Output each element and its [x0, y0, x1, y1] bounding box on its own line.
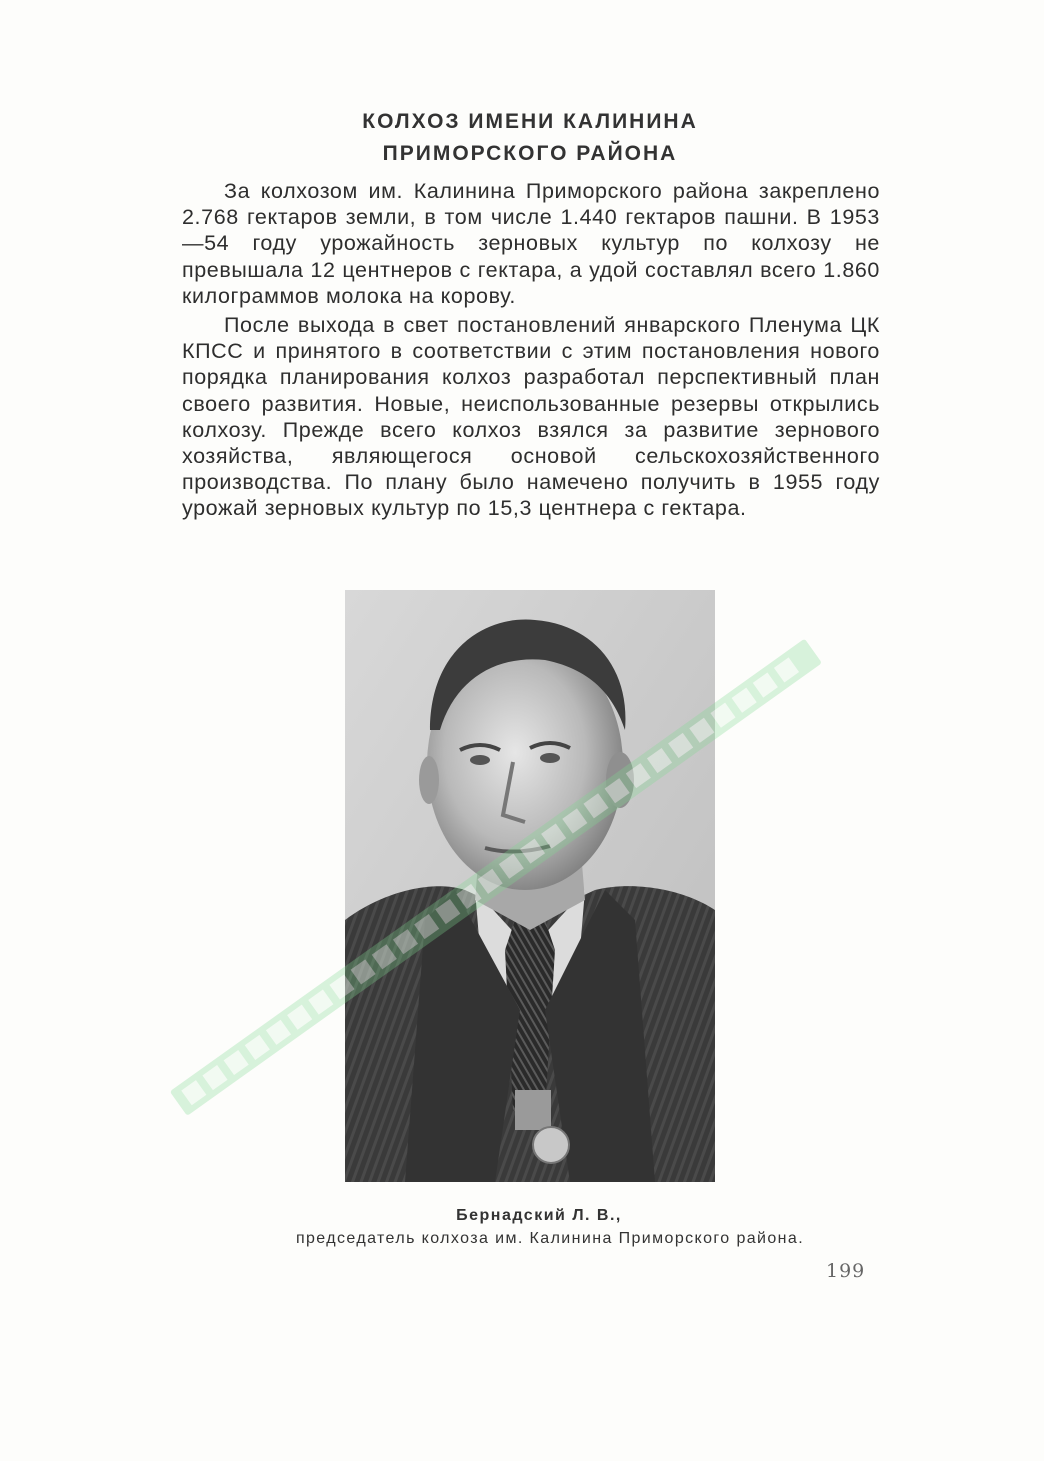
- paragraph-2: После выхода в свет постановлений январского Пленума ЦК КПСС и принятого в соответствии с этим постановления нового порядка планирования колхоз разработал перспективный план своего развития. Новые, неиспользованные резервы открылись колхозу. Прежде всего колхоз взялся за развитие зернового хозяйства, являющегося основой сельскохозяйственного производства. По плану было намечено получить в 1955 году урожай зерновых культур по 15,3 центнера с гектара.: [182, 313, 880, 521]
- portrait-photo: [345, 590, 715, 1182]
- article-body: [182, 178, 880, 522]
- article-title: [180, 106, 880, 170]
- paragraph-1: За колхозом им. Калинина Приморского района закреплено 2.768 гектаров земли, в том числе 1.440 гектаров пашни. В 1953—54 году урожайность зерновых культур по колхозу не превышала 12 центнеров с гектара, а удой составлял всего 1.860 килограммов молока на корову.: [182, 179, 880, 308]
- title-line-1: КОЛХОЗ ИМЕНИ КАЛИНИНА: [362, 110, 698, 133]
- title-line-2: ПРИМОРСКОГО РАЙОНА: [382, 142, 678, 165]
- caption-role: председатель колхоза им. Калинина Приморского района.: [295, 1230, 805, 1247]
- caption-name: Бернадский Л. В.,: [456, 1207, 622, 1224]
- page-number: 199: [826, 1260, 866, 1282]
- photo-caption: [180, 1204, 880, 1250]
